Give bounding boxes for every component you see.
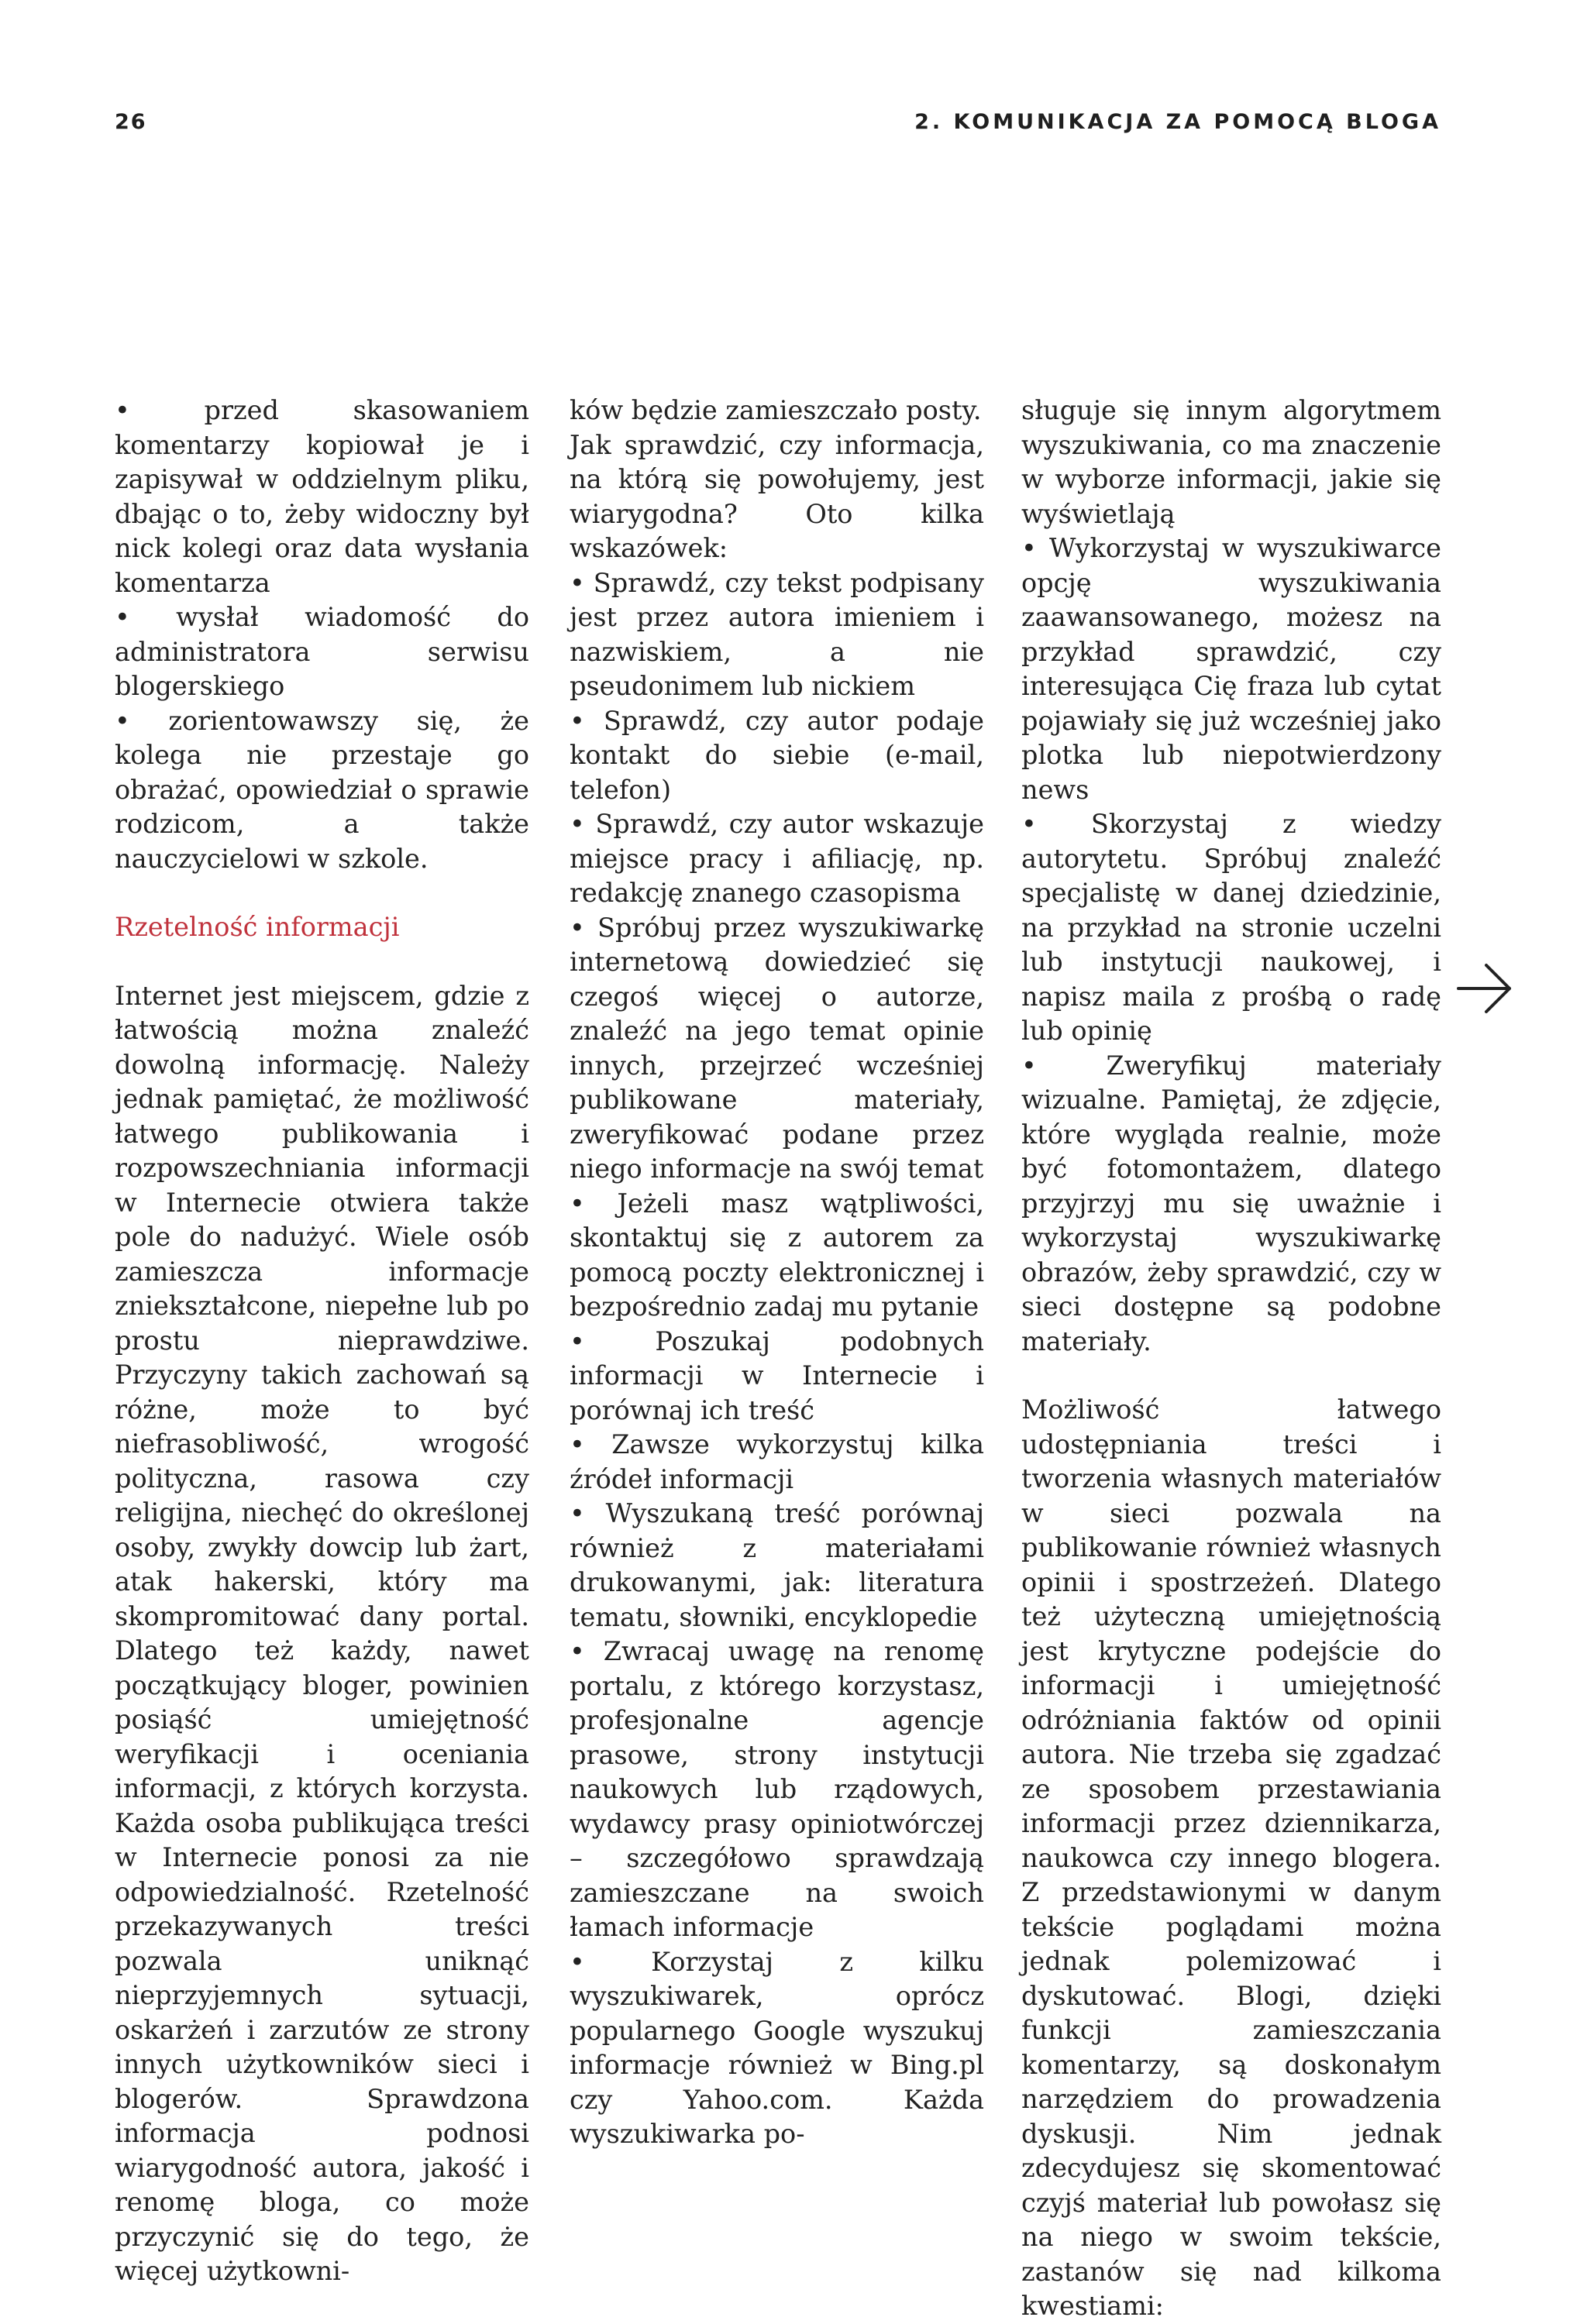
list-item: • Poszukaj podobnych informacji w Internecie i porównaj ich treść <box>570 1325 984 1425</box>
list-item: • przed skasowaniem komentarzy kopiował je i zapisywał w oddzielnym pliku, dbając o to, żeby widoczny był nick kolegi oraz data wysłania komentarza <box>115 395 529 598</box>
list-item: • wysłał wiadomość do administratora serwisu blogerskiego <box>115 602 529 701</box>
section-heading: Rzetelność informacji <box>115 912 400 942</box>
text-column-3 <box>1021 394 1441 2324</box>
list-item: • Zwracaj uwagę na renomę portalu, z którego korzystasz, profesjonalne agencje prasowe, strony instytucji naukowych lub rządowych, wydawcy prasy opiniotwórczej – szczegółowo sprawdzają zamieszczane na swoich łamach informacje <box>570 1636 984 1942</box>
body-paragraph: Internet jest miejscem, gdzie z łatwością można znaleźć dowolną informację. Należy jednak pamiętać, że możliwość łatwego publikowania i rozpowszechniania informacji w Internecie otwiera także pole do nadużyć. Wiele osób zamieszcza informacje zniekształcone, niepełne lub po prostu nieprawdziwe. Przyczyny takich zachowań są różne, może to być niefrasobliwość, wrogość polityczna, rasowa czy religijna, niechęć do określonej osoby, zwykły dowcip lub żart, atak hakerski, który ma skompromitować dany portal. Dlatego też każdy, nawet początkujący bloger, powinien posiąść umiejętność weryfikacji i oceniania informacji, z których korzysta. Każda osoba publikująca treści w Internecie ponosi za nie odpowiedzialność. Rzetelność przekazywanych treści pozwala uniknąć nieprzyjemnych sytuacji, oskarżeń i zarzutów ze strony innych użytkowników sieci i blogerów. Sprawdzona informacja podnosi wiarygodność autora, jakość i renomę bloga, co może przyczynić się do tego, że więcej użytkowni- <box>115 980 529 2286</box>
list-item: • Skorzystaj z wiedzy autorytetu. Spróbuj znaleźć specjalistę w danej dziedzinie, na przykład na stronie uczelni lub instytucji naukowej, i napisz maila z prośbą o radę lub opinię <box>1021 809 1441 1046</box>
body-paragraph: Jak sprawdzić, czy informacja, na którą się powołujemy, jest wiarygodna? Oto kilka wskazówek: <box>570 429 984 563</box>
list-item: • Zweryfikuj materiały wizualne. Pamiętaj, że zdjęcie, które wygląda realnie, może być fotomontażem, dlatego przyjrzyj mu się uważnie i wykorzystaj wyszukiwarkę obrazów, żeby sprawdzić, czy w sieci dostępne są podobne materiały. <box>1021 1050 1441 1356</box>
text-column-1 <box>115 394 529 2289</box>
list-item: • Sprawdź, czy autor podaje kontakt do siebie (e-mail, telefon) <box>570 705 984 805</box>
running-header: 2. KOMUNIKACJA ZA POMOCĄ BLOGA <box>914 110 1441 134</box>
list-item: • Sprawdź, czy tekst podpisany jest przez autora imieniem i nazwiskiem, a nie pseudonimem lub nickiem <box>570 567 984 701</box>
list-item: • Wykorzystaj w wyszukiwarce opcję wyszukiwania zaawansowanego, możesz na przykład sprawdzić, czy interesująca Cię fraza lub cytat pojawiały się już wcześniej jako plotka lub niepotwierdzony news <box>1021 533 1441 805</box>
body-paragraph: sługuje się innym algorytmem wyszukiwania, co ma znaczenie w wyborze informacji, jakie się wyświetlają <box>1021 395 1441 529</box>
list-item: • Jeżeli masz wątpliwości, skontaktuj się z autorem za pomocą poczty elektronicznej i bezpośrednio zadaj mu pytanie <box>570 1188 984 1322</box>
arrow-right-icon[interactable] <box>1455 959 1514 1018</box>
list-item: • Wyszukaną treść porównaj również z materiałami drukowanymi, jak: literatura tematu, słowniki, encyklopedie <box>570 1498 984 1632</box>
list-item: • Korzystaj z kilku wyszukiwarek, oprócz popularnego Google wyszukuj informacje również w Bing.pl czy Yahoo.com. Każda wyszukiwarka po- <box>570 1946 984 2149</box>
page-number: 26 <box>115 110 147 134</box>
list-item: • Zawsze wykorzystuj kilka źródeł informacji <box>570 1429 984 1494</box>
body-paragraph: Możliwość łatwego udostępniania treści i tworzenia własnych materiałów w sieci pozwala na publikowanie również własnych opinii i spostrzeżeń. Dlatego też użyteczną umiejętnością jest krytyczne podejście do informacji i umiejętność odróżniania faktów od opinii autora. Nie trzeba się zgadzać ze sposobem przestawiania informacji przez dziennikarza, naukowca czy innego blogera. Z przedstawionymi w danym tekście poglądami można jednak polemizować i dyskutować. Blogi, dzięki funkcji zamieszczania komentarzy, są doskonałym narzędziem do prowadzenia dyskusji. Nim jednak zdecydujesz się skomentować czyjś materiał lub powołasz się na niego w swoim tekście, zastanów się nad kilkoma kwestiami: <box>1021 1394 1441 2321</box>
list-item: • Spróbuj przez wyszukiwarkę internetową dowiedzieć się czegoś więcej o autorze, znaleźć na jego temat opinie innych, przejrzeć wcześniej publikowane materiały, zweryfikować podane przez niego informacje na swój temat <box>570 912 984 1184</box>
list-item: • zorientowawszy się, że kolega nie przestaje go obrażać, opowiedział o sprawie rodzicom, a także nauczycielowi w szkole. <box>115 705 529 874</box>
body-paragraph: ków będzie zamieszczało posty. <box>570 395 982 425</box>
text-column-2 <box>570 394 984 2152</box>
list-item: • Sprawdź, czy autor wskazuje miejsce pracy i afiliację, np. redakcję znanego czasopisma <box>570 809 984 908</box>
